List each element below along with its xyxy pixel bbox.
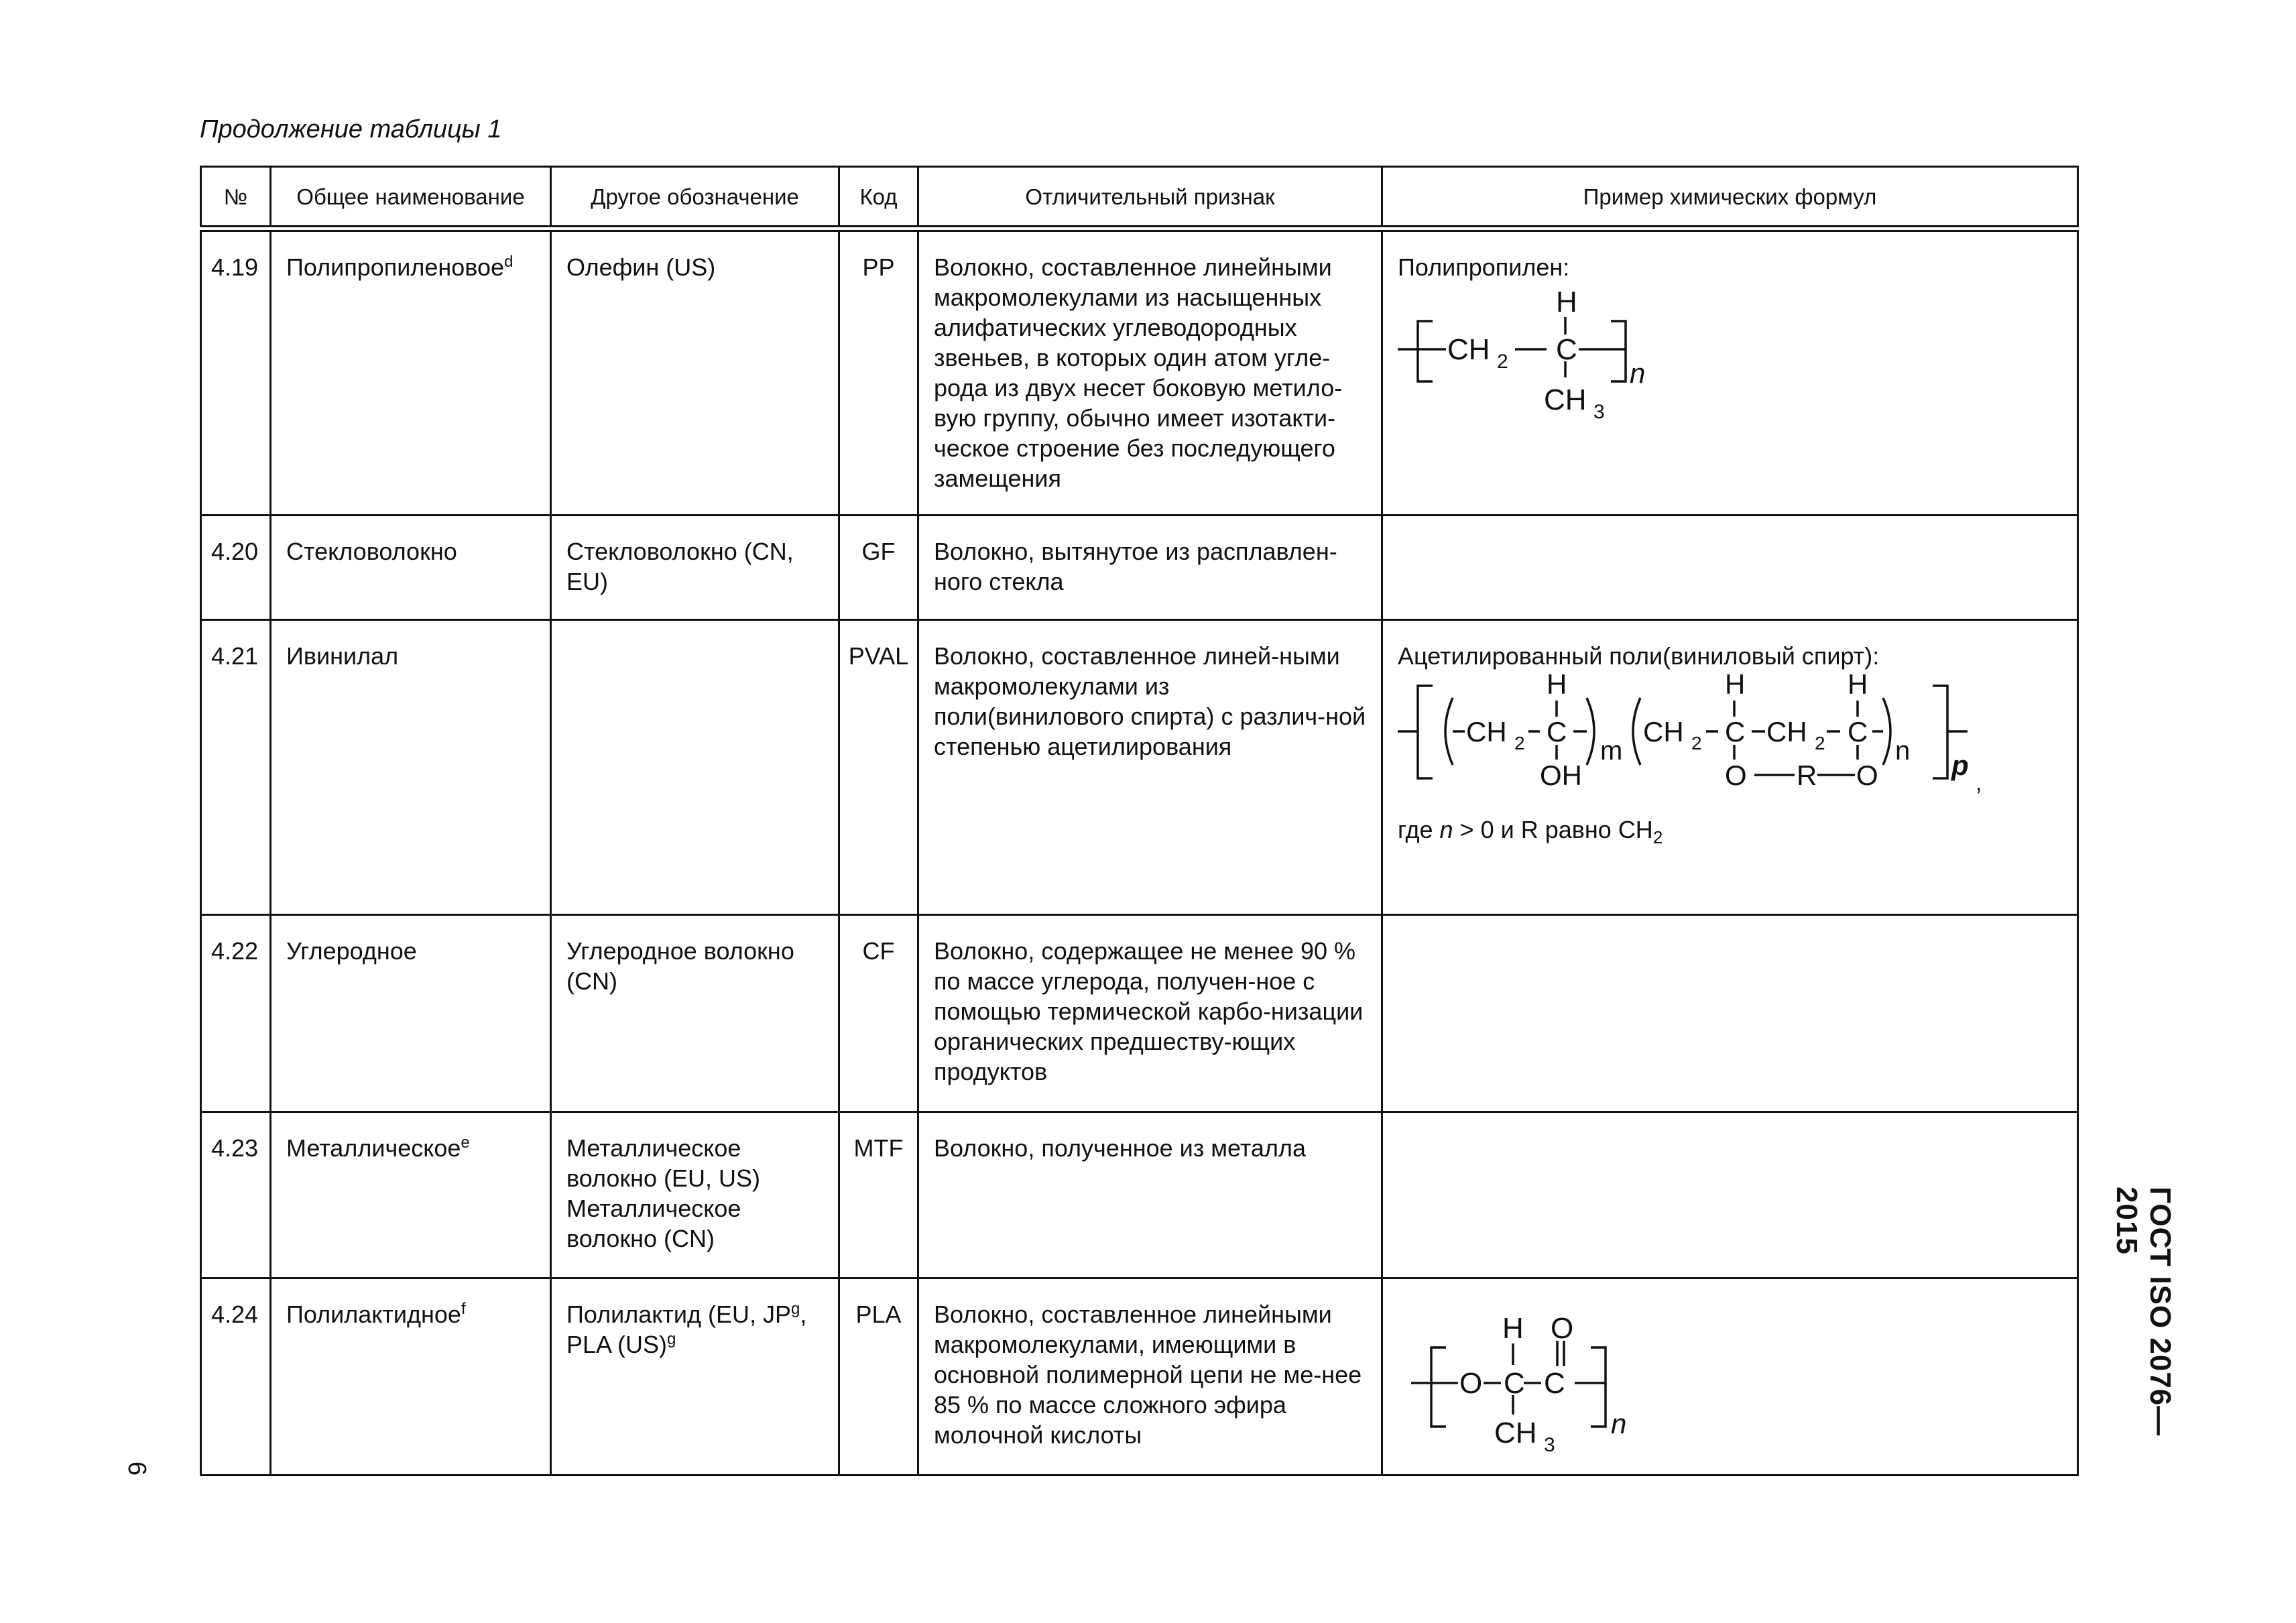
table-row [201, 1111, 2078, 1278]
svg-text:n: n [1895, 735, 1911, 766]
svg-text:CH: CH [1447, 333, 1490, 366]
h-atom: H [1556, 286, 1577, 318]
footnote-mark: d [504, 253, 513, 271]
svg-text:2: 2 [1497, 351, 1508, 373]
svg-text:H: H [1547, 670, 1567, 700]
fiber-table [200, 166, 2079, 1476]
row-code: PLA [839, 1278, 918, 1475]
svg-text:3: 3 [1593, 401, 1605, 423]
table-row [201, 619, 2078, 914]
row-code: PVAL [839, 619, 918, 914]
svg-text:CH: CH [1544, 383, 1587, 416]
svg-text:,: , [1976, 770, 1982, 796]
svg-text:m: m [1600, 735, 1623, 766]
row-code: GF [839, 515, 918, 619]
svg-text:CH: CH [1643, 715, 1684, 747]
svg-text:C: C [1725, 715, 1746, 747]
svg-text:R: R [1797, 759, 1817, 791]
header-code: Код [839, 167, 918, 229]
row-common-name: Полипропиленовое$^d$ [271, 229, 551, 515]
row-formula [1382, 619, 2078, 914]
svg-text:C: C [1556, 333, 1577, 366]
row-common-name: Углеродное [271, 914, 551, 1111]
formula-label: Полипропилен: [1398, 253, 1570, 281]
svg-text:OH: OH [1540, 759, 1582, 791]
page-number: 6 [123, 1461, 151, 1476]
document-standard-title: ГОСТ ISO 2076—2015 [2110, 1187, 2177, 1437]
acetylated-pva-formula [1398, 671, 2068, 812]
table-row [201, 229, 2078, 515]
row-feature: Волокно, составленное линей-ными макромолекулами из поли(винилового спирта) с различ-ной степенью ацетилирования [918, 619, 1382, 914]
formula-label: Ацетилированный поли(виниловый спирт): [1398, 642, 1880, 670]
row-formula [1382, 1278, 2078, 1475]
svg-text:CH: CH [1494, 1416, 1537, 1449]
row-number: 4.20 [201, 515, 271, 619]
svg-text:CH: CH [1766, 715, 1807, 747]
row-number: 4.23 [201, 1111, 271, 1278]
row-other-name [551, 619, 839, 914]
row-formula [1382, 229, 2078, 515]
row-number: 4.22 [201, 914, 271, 1111]
row-common-name: Ивинилал [271, 619, 551, 914]
table-header-row [201, 167, 2078, 229]
row-code: PP [839, 229, 918, 515]
svg-text:3: 3 [1544, 1433, 1555, 1453]
svg-text:C: C [1544, 1366, 1565, 1400]
svg-text:2: 2 [1514, 732, 1525, 754]
row-feature: Волокно, полученное из металла [918, 1111, 1382, 1278]
header-num: № [201, 167, 271, 229]
svg-text:C: C [1504, 1366, 1525, 1400]
svg-text:O: O [1856, 759, 1878, 791]
row-common-name: Полилактидное$^f$ [271, 1278, 551, 1475]
header-other-name: Другое обозначение [551, 167, 839, 229]
svg-text:H: H [1502, 1311, 1524, 1345]
header-common-name: Общее наименование [271, 167, 551, 229]
svg-text:CH: CH [1466, 715, 1507, 747]
svg-text:n: n [1611, 1407, 1627, 1439]
row-other-name: Полилактид (EU, $JP^g$, PLA (US)$^g$ [551, 1278, 839, 1475]
table-row [201, 914, 2078, 1111]
svg-text:C: C [1547, 715, 1567, 747]
row-number: 4.21 [201, 619, 271, 914]
polylactide-formula [1411, 1299, 1719, 1453]
footnote-mark: f [461, 1299, 466, 1318]
svg-text:n: n [1630, 357, 1646, 389]
row-formula [1382, 515, 2078, 619]
table-row [201, 515, 2078, 619]
svg-text:H: H [1725, 670, 1746, 700]
row-common-name: Стекловолокно [271, 515, 551, 619]
svg-text:2: 2 [1691, 732, 1702, 754]
row-feature: Волокно, составленное линейными макромолекулами, имеющими в основной полимерной цепи не ме-нее 85 % по массе сложного эфира молочной кислоты [918, 1278, 1382, 1475]
svg-text:O: O [1551, 1311, 1574, 1345]
row-common-name: Металлическое$^e$ [271, 1111, 551, 1278]
row-feature: Волокно, вытянутое из расплавлен-ного стекла [918, 515, 1382, 619]
row-other-name: Стекловолокно (CN, EU) [551, 515, 839, 619]
svg-text:C: C [1848, 715, 1868, 747]
table-caption: Продолжение таблицы 1 [200, 115, 502, 143]
row-formula [1382, 914, 2078, 1111]
footnote-mark: e [461, 1133, 470, 1152]
svg-text:H: H [1848, 670, 1868, 700]
formula-note: где n > 0 и R равно $CH_2$ [1398, 815, 1663, 847]
row-feature: Волокно, содержащее не менее 90 % по массе углерода, получен-ное с помощью термической карбо-низации органических предшеству-ющих продуктов [918, 914, 1382, 1111]
row-number: 4.24 [201, 1278, 271, 1475]
row-code: MTF [839, 1111, 918, 1278]
table-row [201, 1278, 2078, 1475]
header-feature: Отличительный признак [918, 167, 1382, 229]
row-other-name: Углеродное волокно (CN) [551, 914, 839, 1111]
row-other-name: Металлическое волокно (EU, US) Металлическое волокно (CN) [551, 1111, 839, 1278]
svg-text:O: O [1459, 1366, 1483, 1400]
row-number: 4.19 [201, 229, 271, 515]
polypropylene-formula [1398, 282, 1706, 436]
row-code: CF [839, 914, 918, 1111]
header-formula: Пример химических формул [1382, 167, 2078, 229]
row-other-name: Олефин (US) [551, 229, 839, 515]
svg-text:O: O [1725, 759, 1747, 791]
svg-text:p: p [1951, 749, 1969, 781]
row-formula [1382, 1111, 2078, 1278]
svg-text:2: 2 [1815, 732, 1825, 754]
row-feature: Волокно, составленное линейными макромолекулами из насыщенных алифатических углеводородных звеньев, в которых один атом угле-рода из двух несет боковую метило-вую группу, обычно имеет изотакти-ческое строение без последующего замещения [918, 229, 1382, 515]
